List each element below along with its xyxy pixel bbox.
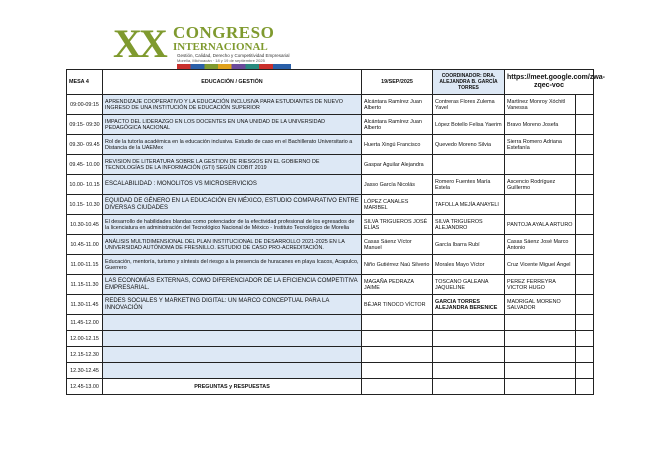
blank-cell [576, 347, 594, 363]
time-slot: 10.45-11.00 [67, 235, 103, 255]
author-3: Bravo Moreno Josefa [505, 115, 576, 135]
time-slot: 11.00-11.15 [67, 255, 103, 275]
time-slot: 09:00-09:15 [67, 95, 103, 115]
time-slot: 12.00-12.15 [67, 331, 103, 347]
blank-cell [505, 363, 576, 379]
coordinator-label: COORDINADOR: DRA. ALEJANDRA B. GARCÍA TORRES [433, 70, 505, 95]
blank-cell [505, 347, 576, 363]
author-2: TOSCANO GALEANA JAQUELINE [433, 275, 505, 295]
qa-label: PREGUNTAS y RESPUESTAS [103, 379, 362, 395]
author-3: Casas Sáenz José Marco Antonio [505, 235, 576, 255]
author-2: GARCIA TORRES ALEJANDRA BERENICE [433, 295, 505, 315]
time-slot: 11.15-11.30 [67, 275, 103, 295]
author-2: López Botello Felisa Yaerim [433, 115, 505, 135]
paper-title: ANÁLISIS MULTIDIMENSIONAL DEL PLAN INSTITUCIONAL DE DESARROLLO 2021-2025 EN LA UNIVERSIDAD AUTÓNOMA DE FRESNILLO. ESTUDIO DE CASO PRO-ACREDITACIÓN. [103, 235, 362, 255]
blank-cell [362, 363, 433, 379]
author-1: MAGAÑA PEDRAZA JAIME [362, 275, 433, 295]
logo-roman-numeral: XX [113, 21, 165, 66]
author-1: SILVA TRIGUEROS JOSÉ ELÍAS [362, 215, 433, 235]
author-2: Contreras Flores Zulema Yavel [433, 95, 505, 115]
blank-cell [576, 95, 594, 115]
time-slot: 12.45-13.00 [67, 379, 103, 395]
logo-venue: Morelia, Michoacán · 18 y 19 de septiembre 2025 [177, 58, 265, 63]
logo-subtitle: INTERNACIONAL [173, 41, 268, 53]
blank-cell [433, 331, 505, 347]
table-row [67, 295, 594, 315]
date-label: 19/SEP/2025 [362, 70, 433, 95]
paper-title [103, 347, 362, 363]
paper-title: Rol de la tutoría académica en la educación inclusiva. Estudio de caso en el Bachillerato Universitario a Distancia de la UAEMex [103, 135, 362, 155]
author-1: Niño Gutiérrez Naú Silverio [362, 255, 433, 275]
blank-cell [576, 115, 594, 135]
author-1: Huerta Xingú Francisco [362, 135, 433, 155]
table-row [67, 275, 594, 295]
time-slot: 12.15-12.30 [67, 347, 103, 363]
table-row [67, 155, 594, 175]
paper-title: REVISION DE LITERATURA SOBRE LA GESTION DE RIESGOS EN EL GOBIERNO DE TECNOLOGÍAS DE LA INFORMACIÓN (GTI) SEGÚN COBIT 2019 [103, 155, 362, 175]
table-row [67, 135, 594, 155]
table-row [67, 215, 594, 235]
time-slot: 10.15- 10.30 [67, 195, 103, 215]
blank-cell [362, 379, 433, 395]
schedule-table [66, 69, 606, 395]
logo-title: CONGRESO [173, 23, 275, 42]
empty-row [67, 347, 594, 363]
time-slot: 09:15- 09:30 [67, 115, 103, 135]
empty-row [67, 331, 594, 347]
author-3 [505, 155, 576, 175]
meet-link[interactable]: https://meet.google.com/zwa-zqec-voc [505, 70, 594, 95]
author-3: Ascencio Rodríguez Guillermo [505, 175, 576, 195]
blank-cell [505, 315, 576, 331]
closing-row [67, 379, 594, 395]
paper-title [103, 363, 362, 379]
author-1: Gaspar Aguilar Alejandra [362, 155, 433, 175]
blank-cell [576, 275, 594, 295]
blank-cell [433, 379, 505, 395]
blank-cell [576, 135, 594, 155]
time-slot: 12.30-12.45 [67, 363, 103, 379]
paper-title [103, 315, 362, 331]
paper-title: REDES SOCIALES Y MARKETING DIGITAL: UN MARCO CONCEPTUAL PARA LA INNOVACIÓN [103, 295, 362, 315]
author-3: Martínez Monroy Xóchitl Vanessa [505, 95, 576, 115]
table-row [67, 175, 594, 195]
author-2: Quevedo Moreno Silvia [433, 135, 505, 155]
author-2: TAFOLLA MEJÍA ANAYELI [433, 195, 505, 215]
blank-cell [433, 347, 505, 363]
table-row [67, 195, 594, 215]
author-2: García Ibarra Rubí [433, 235, 505, 255]
table-row [67, 95, 594, 115]
blank-cell [576, 315, 594, 331]
time-slot: 10.00- 10.15 [67, 175, 103, 195]
author-1: LÓPEZ CANALES MARIBEL [362, 195, 433, 215]
time-slot: 10.30-10.45 [67, 215, 103, 235]
paper-title: EQUIDAD DE GÉNERO EN LA EDUCACIÓN EN MÉXICO, ESTUDIO COMPARATIVO ENTRE DIVERSAS CIUDADES [103, 195, 362, 215]
author-1: Alcántara Ramírez Juan Alberto [362, 95, 433, 115]
time-slot: 11.45-12.00 [67, 315, 103, 331]
table-row [67, 115, 594, 135]
blank-cell [576, 175, 594, 195]
blank-cell [576, 255, 594, 275]
author-2: SILVA TRIGUEROS ALEJANDRO [433, 215, 505, 235]
blank-cell [362, 347, 433, 363]
blank-cell [433, 315, 505, 331]
blank-cell [576, 363, 594, 379]
blank-cell [576, 295, 594, 315]
author-2 [433, 155, 505, 175]
blank-cell [505, 331, 576, 347]
time-slot: 09.30- 09.45 [67, 135, 103, 155]
author-1: Alcántara Ramírez Juan Alberto [362, 115, 433, 135]
blank-cell [576, 379, 594, 395]
empty-row [67, 315, 594, 331]
empty-row [67, 363, 594, 379]
time-slot: 11.30-11.45 [67, 295, 103, 315]
blank-cell [505, 379, 576, 395]
table-row [67, 235, 594, 255]
author-1: Jasso García Nicolás [362, 175, 433, 195]
area-label: EDUCACIÓN / GESTIÓN [103, 70, 362, 95]
author-2: Morales Mayo Víctor [433, 255, 505, 275]
paper-title: Educación, mentoría, turismo y síntesis del riesgo a la presencia de huracanes en playa Icacos, Acapulco, Guerrero [103, 255, 362, 275]
blank-cell [576, 155, 594, 175]
author-3: MADRIGAL MORENO SALVADOR [505, 295, 576, 315]
blank-cell [362, 315, 433, 331]
logo-tagline: Gestión, Calidad, Derecho y Competitividad Empresarial [177, 53, 290, 58]
author-1: Casas Sáenz Víctor Manuel [362, 235, 433, 255]
table-row [67, 255, 594, 275]
author-3: Sierra Romero Adriana Estefanía [505, 135, 576, 155]
paper-title: LAS ECONOMÍAS EXTERNAS, COMO DIFERENCIADOR DE LA EFICIENCIA COMPETITIVA EMPRESARIAL. [103, 275, 362, 295]
author-3: PANTOJA AYALA ARTURO [505, 215, 576, 235]
mesa-label: MESA 4 [67, 70, 103, 95]
paper-title: ESCALABILIDAD : MONOLITOS VS MICROSERVICIOS [103, 175, 362, 195]
header-row [67, 70, 594, 95]
blank-cell [576, 235, 594, 255]
author-3: Cruz Vicente Miguel Ángel [505, 255, 576, 275]
blank-cell [433, 363, 505, 379]
author-3 [505, 195, 576, 215]
author-1: BÉJAR TINOCO VÍCTOR [362, 295, 433, 315]
author-2: Romero Fuentes María Estela [433, 175, 505, 195]
paper-title: APRENDIZAJE COOPERATIVO Y LA EDUCACIÓN INCLUSIVA PARA ESTUDIANTES DE NUEVO INGRESO DE UNA INSTITUCIÓN DE EDUCACIÓN SUPERIOR [103, 95, 362, 115]
author-3: PEREZ FERREYRA VICTOR HUGO [505, 275, 576, 295]
blank-cell [362, 331, 433, 347]
blank-cell [576, 331, 594, 347]
blank-cell [576, 195, 594, 215]
congress-logo [113, 22, 293, 70]
schedule-body [67, 70, 606, 395]
time-slot: 09.45- 10.00 [67, 155, 103, 175]
paper-title [103, 331, 362, 347]
paper-title: El desarrollo de habilidades blandas como potenciador de la efectividad profesional de los egresados de la licenciatura en administración del Tecnológico Nacional de México - Instituto Tecnológico de Morelia [103, 215, 362, 235]
blank-cell [576, 215, 594, 235]
paper-title: IMPACTO DEL LIDERAZGO EN LOS DOCENTES EN UNA UNIDAD DE LA UNIVERSIDAD PEDAGÓGICA NACIONAL [103, 115, 362, 135]
